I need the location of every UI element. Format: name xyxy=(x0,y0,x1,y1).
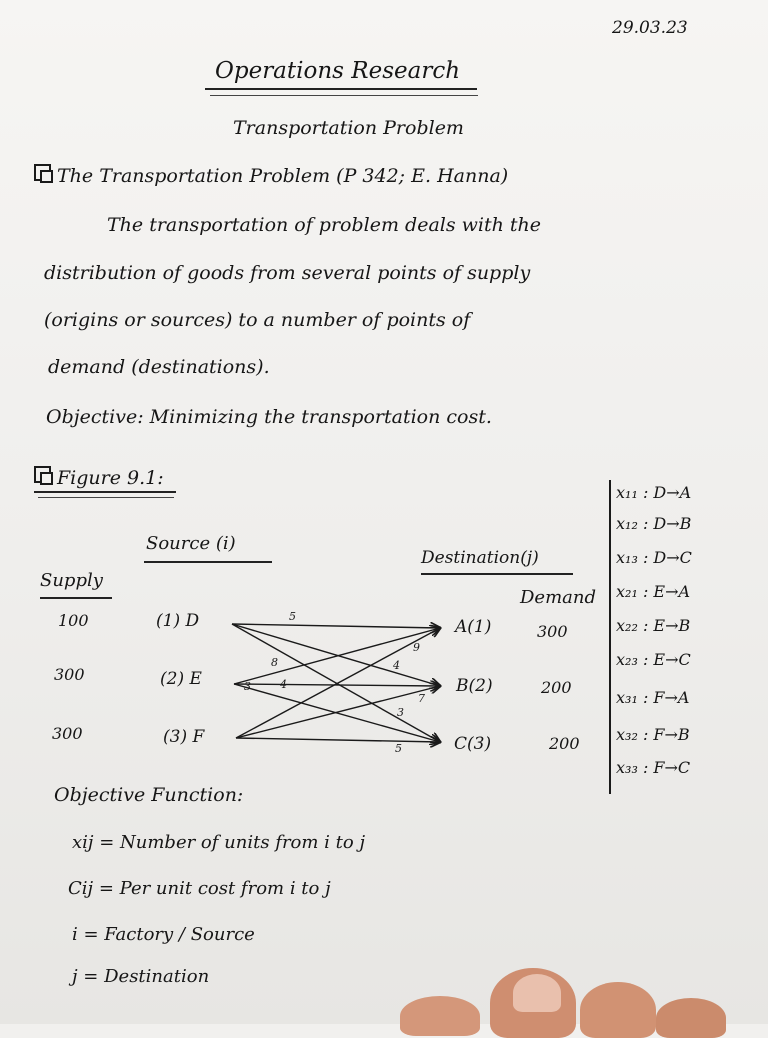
variable-x12: x₁₂ : D→B xyxy=(616,514,692,533)
variable-x21: x₂₁ : E→A xyxy=(616,582,691,601)
cost-d-a: 5 xyxy=(289,610,296,623)
destination-label-b: B(2) xyxy=(456,676,493,696)
variable-x22: x₂₂ : E→B xyxy=(616,616,691,635)
objective-line: Objective: Minimizing the transportation cost. xyxy=(46,406,492,428)
page-title: Operations Research xyxy=(215,58,461,84)
variable-x32: x₃₂ : F→B xyxy=(616,725,690,744)
source-heading: Source (i) xyxy=(146,533,236,554)
variables-divider xyxy=(609,480,611,794)
section-heading-text: The Transportation Problem (P 342; E. Hanna) xyxy=(57,165,509,187)
figure-heading-text: Figure 9.1: xyxy=(57,467,164,489)
variable-x31: x₃₁ : F→A xyxy=(616,688,690,707)
source-label-d: (1) D xyxy=(156,611,200,631)
variable-x23: x₂₃ : E→C xyxy=(616,650,691,669)
route-d-a xyxy=(232,624,440,628)
definition-cij: Cij = Per unit cost from i to j xyxy=(68,878,331,899)
finger-photo xyxy=(656,998,726,1038)
finger-photo xyxy=(400,996,480,1036)
route-f-a xyxy=(236,628,440,738)
route-e-a xyxy=(234,628,440,684)
definition-j: j = Destination xyxy=(72,966,210,987)
demand-heading: Demand xyxy=(520,587,596,608)
cost-d-b: 8 xyxy=(271,656,278,669)
source-label-f: (3) F xyxy=(163,727,205,747)
destination-label-a: A(1) xyxy=(455,617,492,637)
cost-f-c: 5 xyxy=(395,742,402,755)
paragraph-line-2: distribution of goods from several points of supply xyxy=(44,262,531,284)
paragraph-line-4: demand (destinations). xyxy=(48,356,270,378)
cost-f-a: 7 xyxy=(418,692,425,705)
destination-heading: Destination(j) xyxy=(421,548,539,568)
demand-value-b: 200 xyxy=(541,678,572,697)
variable-x13: x₁₃ : D→C xyxy=(616,548,692,567)
paragraph-line-3: (origins or sources) to a number of points of xyxy=(44,309,471,331)
route-f-c xyxy=(236,738,440,742)
definition-xij: xij = Number of units from i to j xyxy=(72,832,366,853)
supply-value-d: 100 xyxy=(58,611,89,630)
source-label-e: (2) E xyxy=(160,669,202,689)
route-d-c xyxy=(232,624,440,742)
fingernail-photo xyxy=(513,974,561,1012)
objective-function-heading: Objective Function: xyxy=(54,784,244,806)
cost-e-a: 9 xyxy=(413,641,420,654)
finger-photo xyxy=(580,982,656,1038)
demand-value-a: 300 xyxy=(537,622,568,641)
variable-x11: x₁₁ : D→A xyxy=(616,483,692,502)
paragraph-line-1: The transportation of problem deals with the xyxy=(107,214,542,236)
cost-e-c: 4 xyxy=(280,678,287,691)
supply-value-f: 300 xyxy=(52,724,83,743)
page-subtitle: Transportation Problem xyxy=(233,117,464,139)
route-e-c xyxy=(234,684,440,742)
destination-label-c: C(3) xyxy=(454,734,492,754)
cost-d-c: 4 xyxy=(393,659,400,672)
cost-f-b: 3 xyxy=(397,706,404,719)
date: 29.03.23 xyxy=(612,18,688,38)
supply-value-e: 300 xyxy=(54,665,85,684)
demand-value-c: 200 xyxy=(549,734,580,753)
supply-heading: Supply xyxy=(40,570,103,591)
variable-x33: x₃₃ : F→C xyxy=(616,758,691,777)
definition-i: i = Factory / Source xyxy=(72,924,255,945)
cost-e-b: 3 xyxy=(244,680,251,693)
